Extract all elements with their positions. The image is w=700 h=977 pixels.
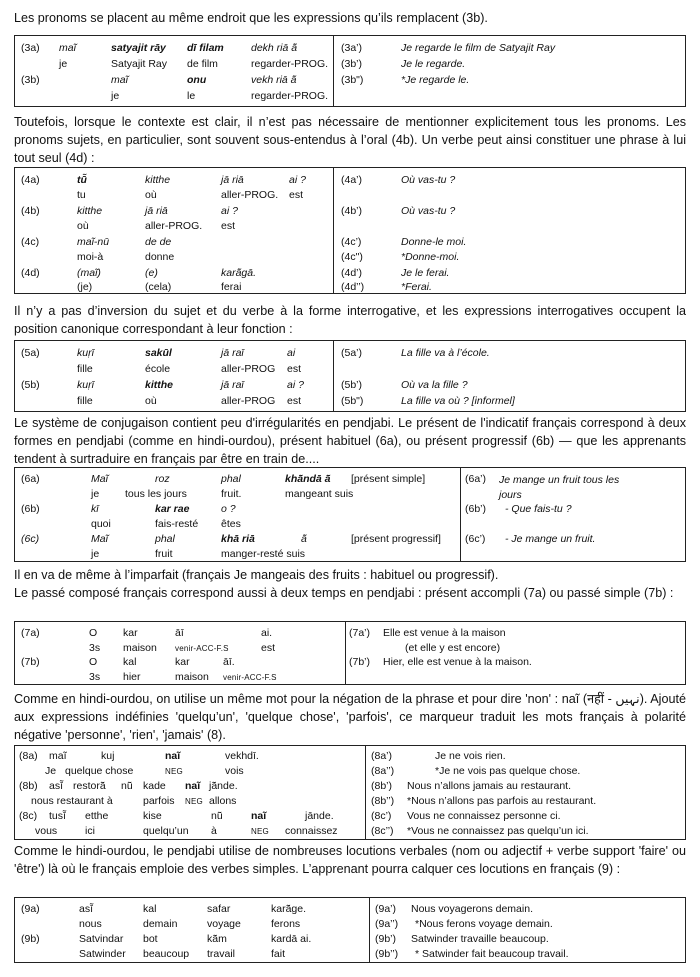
gloss-label: (8c’) [371, 810, 392, 822]
punjabi-word: ai ? [287, 379, 304, 391]
gloss-label: (4c’) [341, 236, 362, 248]
gloss-label: (6b) [21, 503, 40, 515]
gloss-label: (3b’) [341, 58, 363, 70]
gloss-word: connaissez [285, 825, 338, 837]
gloss-word: nous [79, 918, 102, 930]
punjabi-word: sakūl [145, 347, 172, 359]
punjabi-word: etthe [85, 810, 109, 822]
gloss-word: allons [209, 795, 237, 807]
punjabi-word: (e) [145, 267, 158, 279]
punjabi-word: o ? [221, 503, 236, 515]
punjabi-word: (maĩ) [77, 267, 101, 279]
french-translation: Où vas-tu ? [401, 205, 456, 217]
gloss-word: fait [271, 948, 286, 960]
gloss-word: regarder-PROG. [251, 90, 329, 102]
gloss-word: quoi [91, 518, 111, 530]
punjabi-word: kal [123, 656, 137, 668]
gloss-word: fille [77, 363, 93, 375]
french-translation: - Que fais-tu ? [505, 503, 572, 515]
french-translation: (et elle y est encore) [405, 642, 501, 654]
french-translation: *Ferai. [401, 281, 432, 293]
french-translation: Où va la fille ? [401, 379, 468, 391]
gloss-label: (8a) [19, 750, 38, 762]
punjabi-word: kade [143, 780, 166, 792]
french-translation: *Je regarde le. [401, 74, 470, 86]
paragraph-locutions: Comme le hindi-ourdou, le pendjabi utilise de nombreuses locutions verbales (nom ou adjectif + verbe support 'faire' ou 'être') là où le français emploie des verbes simples. L’apprenant pourra calquer ces locutions en français (9) : [14, 844, 686, 876]
punjabi-word: jā̃nde. [209, 780, 238, 792]
punjabi-word: ai ? [221, 205, 238, 217]
gloss-word: école [145, 363, 171, 375]
punjabi-word: maĩ [49, 750, 67, 762]
gloss-label: (4a) [21, 174, 40, 186]
gloss-label: (8c’’) [371, 825, 394, 837]
gloss-word: NEG [251, 827, 269, 836]
gloss-label: (6b’) [465, 503, 487, 515]
gloss-label: (8b) [19, 780, 38, 792]
gloss-word: aller-PROG [221, 395, 276, 407]
gloss-word: demain [143, 918, 178, 930]
gloss-label: (9b’) [375, 933, 397, 945]
punjabi-word: dī filam [187, 42, 224, 54]
french-translation: *Nous ferons voyage demain. [415, 918, 553, 930]
gloss-word: 3s [89, 642, 101, 654]
example-box-9 [14, 897, 686, 963]
french-translation: *Nous n’allons pas parfois au restaurant. [407, 795, 597, 807]
gloss-word: êtes [221, 518, 241, 530]
gloss-label: (3b) [21, 74, 40, 86]
punjabi-word: roz [155, 473, 170, 485]
punjabi-word: jā riā [221, 174, 244, 186]
punjabi-word: asī̃ [49, 780, 64, 792]
gloss-label: (8b’’) [371, 795, 395, 807]
gloss-label: (7a’) [349, 627, 371, 639]
gloss-label: (8b’) [371, 780, 393, 792]
tense-note: [présent progressif] [351, 533, 441, 545]
gloss-label: (7a) [21, 627, 40, 639]
punjabi-word: kar rae [155, 503, 190, 515]
gloss-word: quelque chose [65, 765, 134, 777]
gloss-label: (4c) [21, 236, 40, 248]
punjabi-word: kitthe [145, 379, 174, 391]
gloss-label: (7b’) [349, 656, 371, 668]
tense-note: [présent simple] [351, 473, 426, 485]
gloss-word: Satwinder [79, 948, 126, 960]
gloss-label: (4a’) [341, 174, 363, 186]
gloss-word: le [187, 90, 196, 102]
punjabi-word: kise [143, 810, 162, 822]
french-translation: Je le regarde. [401, 58, 466, 70]
punjabi-word: phal [155, 533, 175, 545]
french-translation: Je regarde le film de Satyajit Ray [401, 42, 556, 54]
punjabi-word: nū̃ [211, 810, 223, 822]
gloss-word: où [145, 395, 157, 407]
french-translation: Je mange un fruit tous les jours [499, 474, 620, 501]
punjabi-word: jā riā [145, 205, 168, 217]
gloss-label: (3a’) [341, 42, 363, 54]
punjabi-word: O [89, 627, 98, 639]
french-translation: La fille va où ? [informel] [401, 395, 515, 407]
punjabi-word: bot [143, 933, 158, 945]
paragraph-negation: Comme en hindi-ourdou, on utilise un même mot pour la négation de la phrase et pour dire 'non' : naĩ (नहीं - نہیں). Ajouté aux expressions indéfinies 'quelqu’un', 'quelque chose', 'parfois', ce marqueur traduit les mots français à polarité négative 'personne', 'rien', 'jamais' (8). [14, 692, 686, 742]
punjabi-word: kardā ai. [271, 933, 312, 945]
punjabi-word: tū̃ [77, 174, 87, 186]
gloss-word: fille [77, 395, 93, 407]
punjabi-word: kuṛī [77, 379, 94, 391]
gloss-word: (je) [77, 281, 93, 293]
gloss-word: est [261, 642, 276, 654]
example-box-8 [14, 745, 686, 840]
gloss-word: Satyajit Ray [111, 58, 168, 70]
gloss-word: où [145, 189, 157, 201]
paragraph-conjugaison: Le système de conjugaison contient peu d'irrégularités en pendjabi. Le présent de l'indicatif français correspond à deux formes en pendjabi (comme en hindi-ourdou), présent habituel (6a), ou présent progressif (6b) — que les apprenants tendent à surtraduire en français par être en train de.... [14, 416, 686, 466]
gloss-word: moi-à [77, 251, 104, 263]
gloss-word: je [59, 58, 68, 70]
gloss-word: vois [225, 765, 244, 777]
punjabi-word: karā̃ge. [271, 903, 307, 915]
punjabi-word: kā̃m [207, 933, 227, 945]
negation-word: naĩ [185, 780, 201, 792]
punjabi-word: kal [143, 903, 157, 915]
punjabi-word: vekh riā ā̃ [251, 74, 297, 86]
punjabi-word: āī. [223, 656, 235, 668]
punjabi-word: kī [91, 503, 99, 515]
gloss-label: (6a’) [465, 473, 487, 485]
gloss-word: de film [187, 58, 218, 70]
gloss-word: hier [123, 671, 141, 683]
gloss-label: (8a’) [371, 750, 393, 762]
gloss-word: parfois [143, 795, 175, 807]
gloss-label: (9b’’) [375, 948, 399, 960]
gloss-word: est [221, 220, 236, 232]
gloss-word: vous [35, 825, 58, 837]
gloss-label: (8a’’) [371, 765, 395, 777]
gloss-word: beaucoup [143, 948, 190, 960]
french-translation: Vous ne connaissez personne ci. [407, 810, 561, 822]
gloss-label: (6a) [21, 473, 40, 485]
gloss-word: aller-PROG. [145, 220, 203, 232]
punjabi-word: kar [123, 627, 138, 639]
punjabi-word: ai. [261, 627, 273, 639]
gloss-label: (9b) [21, 933, 40, 945]
example-box-6 [14, 467, 686, 562]
punjabi-word: karā̃gā. [221, 267, 257, 279]
gloss-word: 3s [89, 671, 101, 683]
punjabi-word: khā̃ndā ā̃ [285, 473, 331, 485]
gloss-word: venir-ACC-F.S [175, 644, 229, 653]
paragraph-inversion: Il n’y a pas d’inversion du sujet et du verbe à la forme interrogative, et les expressions interrogatives occupent la position canonique correspondant à leur fonction : [14, 304, 686, 336]
gloss-word: maison [175, 671, 209, 683]
gloss-word: NEG [185, 797, 203, 806]
punjabi-word: jānde. [305, 810, 334, 822]
gloss-word: à [211, 825, 217, 837]
gloss-word: nous restaurant à [31, 795, 113, 807]
punjabi-word: kitthe [145, 174, 171, 186]
punjabi-word: kuṛī [77, 347, 94, 359]
negation-word: naĩ [251, 810, 267, 822]
gloss-label: (4b) [21, 205, 40, 217]
gloss-label: (5b") [341, 395, 364, 407]
french-translation: *Vous ne connaissez pas quelqu’un ici. [407, 825, 589, 837]
gloss-word: ferai [221, 281, 242, 293]
gloss-word: fais-resté [155, 518, 199, 530]
french-translation: La fille va à l’école. [401, 347, 490, 359]
punjabi-word: āī [175, 627, 184, 639]
french-translation: Nous n’allons jamais au restaurant. [407, 780, 572, 792]
gloss-label: (9a’’) [375, 918, 399, 930]
paragraph-imparfait: Il en va de même à l’imparfait (français Je mangeais des fruits : habituel ou progressif). [14, 568, 499, 582]
gloss-label: (9a’) [375, 903, 397, 915]
gloss-word: ferons [271, 918, 301, 930]
gloss-word: quelqu’un [143, 825, 189, 837]
gloss-label: (5a) [21, 347, 40, 359]
gloss-label: (9a) [21, 903, 40, 915]
punjabi-word: Satvindar [79, 933, 124, 945]
french-translation: *Je ne vois pas quelque chose. [435, 765, 581, 777]
french-translation: Elle est venue à la maison [383, 627, 506, 639]
french-translation: Hier, elle est venue à la maison. [383, 656, 532, 668]
gloss-word: est [287, 395, 302, 407]
french-translation: - Je mange un fruit. [505, 533, 596, 545]
french-translation: Je ne vois rien. [435, 750, 506, 762]
gloss-word: je [91, 548, 100, 560]
example-box-5 [14, 340, 686, 412]
french-translation: Où vas-tu ? [401, 174, 456, 186]
punjabi-word: nū̃ [121, 780, 133, 792]
gloss-word: ici [85, 825, 95, 837]
gloss-word: je [111, 90, 120, 102]
punjabi-word: asī̃ [79, 903, 94, 915]
gloss-word: je [91, 488, 100, 500]
example-box-3 [14, 35, 686, 107]
punjabi-word: jā raī [221, 379, 244, 391]
gloss-label: (4d’’) [341, 281, 365, 293]
gloss-word: est [289, 189, 304, 201]
gloss-word: tu [77, 189, 86, 201]
gloss-label: (5b) [21, 379, 40, 391]
gloss-word: mangeant suis [285, 488, 354, 500]
gloss-label: (6c’) [465, 533, 486, 545]
punjabi-word: phal [221, 473, 241, 485]
punjabi-word: satyajit rāy [111, 42, 166, 54]
gloss-label: (4d’) [341, 267, 363, 279]
punjabi-word: onu [187, 74, 207, 86]
punjabi-word: jā raī [221, 347, 244, 359]
punjabi-word: Maĩ [91, 533, 108, 545]
punjabi-word: khā riā [221, 533, 255, 545]
punjabi-word: maĩ [59, 42, 76, 54]
punjabi-word: O [89, 656, 98, 668]
paragraph-contexte: Toutefois, lorsque le contexte est clair, il n’est pas nécessaire de mentionner explicitement tous les pronoms. Les pronoms sujets, en particulier, sont souvent sous-entendus à l’oral (4b). Un verbe peut ainsi constituer une phrase à lui tout seul (4d) : [14, 115, 686, 165]
gloss-word: NEG [165, 767, 183, 776]
french-translation: Satwinder travaille beaucoup. [411, 933, 549, 945]
french-translation: *Donne-moi. [401, 251, 460, 263]
punjabi-word: dekh riā ā̃ [251, 42, 298, 54]
gloss-word: Je [45, 765, 57, 777]
french-translation: * Satwinder fait beaucoup travail. [415, 948, 569, 960]
punjabi-word: kar [175, 656, 190, 668]
gloss-word: venir-ACC-F.S [223, 673, 277, 682]
gloss-word: maison [123, 642, 157, 654]
punjabi-word: maĩ-nū [77, 236, 110, 248]
negation-word: naĩ [165, 750, 181, 762]
punjabi-word: vekhdī. [225, 750, 259, 762]
punjabi-word: ā̃ [301, 533, 307, 545]
gloss-word: fruit [155, 548, 173, 560]
french-translation: Donne-le moi. [401, 236, 467, 248]
gloss-label: (6c) [21, 533, 40, 545]
gloss-word: tous les jours [125, 488, 187, 500]
paragraph-passe-compose: Le passé composé français correspond aussi à deux temps en pendjabi : présent accompli (7a) ou passé simple (7b) : [14, 586, 674, 600]
punjabi-word: ai [287, 347, 296, 359]
gloss-word: donne [145, 251, 175, 263]
punjabi-word: safar [207, 903, 231, 915]
gloss-label: (7b) [21, 656, 40, 668]
gloss-word: travail [207, 948, 236, 960]
punjabi-word: Maĩ [91, 473, 108, 485]
gloss-label: (4c") [341, 251, 363, 263]
gloss-label: (5b’) [341, 379, 363, 391]
gloss-word: voyage [207, 918, 241, 930]
punjabi-word: ai ? [289, 174, 306, 186]
gloss-label: (3a) [21, 42, 40, 54]
gloss-word: est [287, 363, 302, 375]
punjabi-word: restorā̃ [73, 780, 106, 792]
gloss-word: regarder-PROG. [251, 58, 329, 70]
gloss-word: manger-resté suis [221, 548, 306, 560]
french-translation: Je le ferai. [401, 267, 450, 279]
punjabi-word: de de [145, 236, 172, 248]
gloss-word: aller-PROG [221, 363, 276, 375]
example-box-7 [14, 621, 686, 685]
gloss-label: (5a’) [341, 347, 363, 359]
gloss-label: (4d) [21, 267, 40, 279]
paragraph-pronoms: Les pronoms se placent au même endroit que les expressions qu’ils remplacent (3b). [14, 11, 488, 25]
french-translation: Nous voyagerons demain. [411, 903, 533, 915]
example-box-4 [14, 167, 686, 294]
gloss-label: (3b") [341, 74, 364, 86]
gloss-label: (4b’) [341, 205, 363, 217]
punjabi-word: kitthe [77, 205, 103, 217]
gloss-word: où [77, 220, 89, 232]
gloss-word: aller-PROG. [221, 189, 279, 201]
punjabi-word: tusī̃ [49, 810, 66, 822]
punjabi-word: kuj [101, 750, 115, 762]
gloss-word: (cela) [145, 281, 172, 293]
gloss-label: (8c) [19, 810, 38, 822]
punjabi-word: maĩ [111, 74, 128, 86]
gloss-word: fruit. [221, 488, 242, 500]
